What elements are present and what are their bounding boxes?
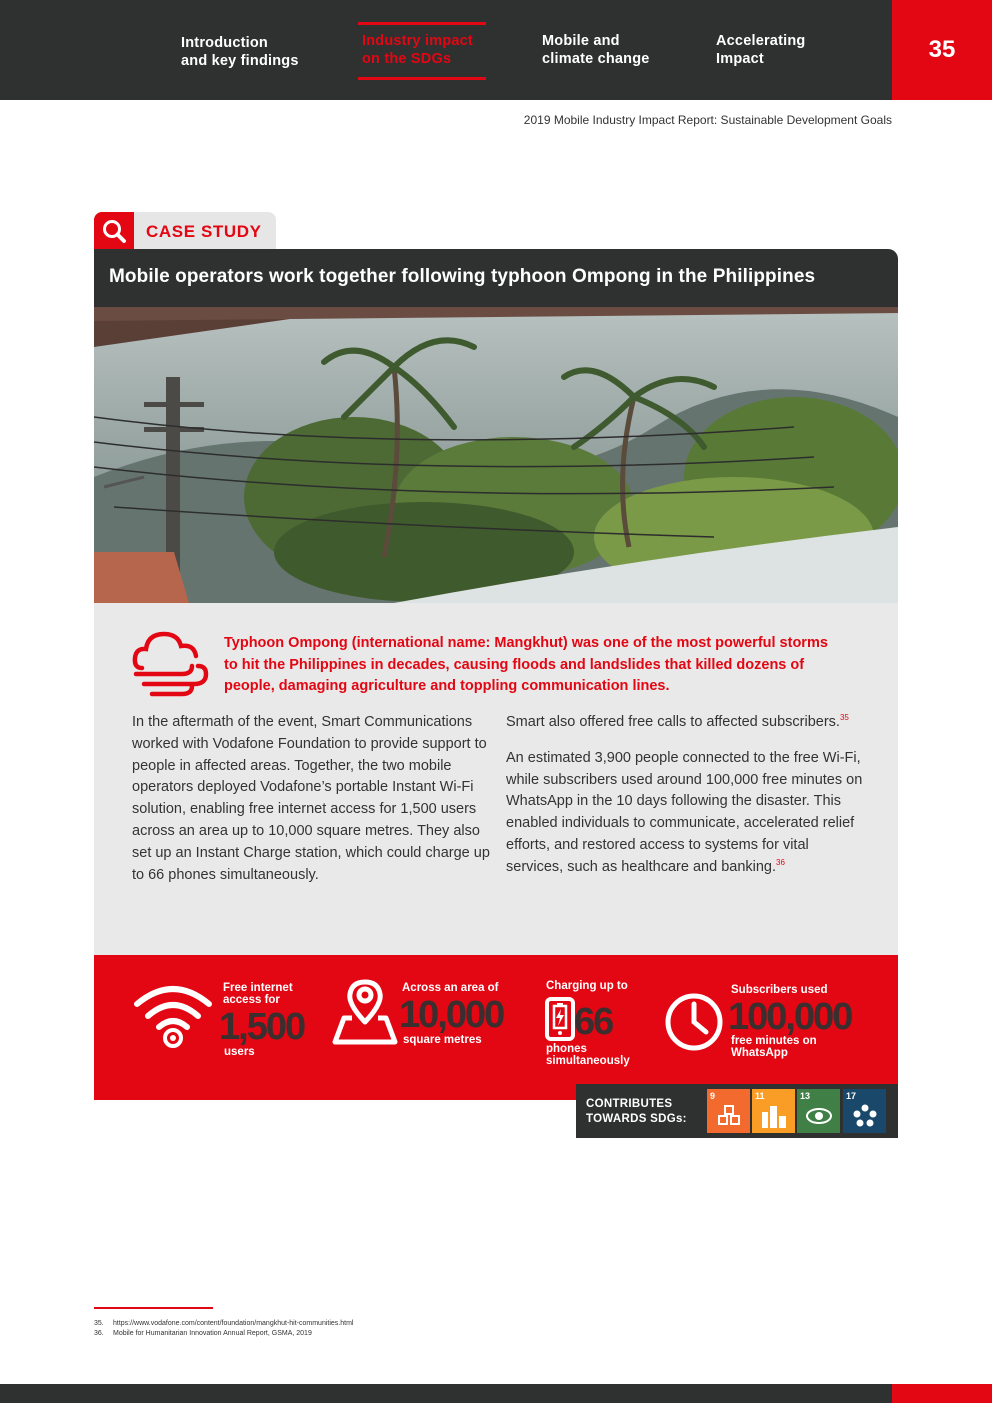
nav-item-mobile-climate[interactable] — [542, 32, 650, 68]
nav-item-label: Industry impact — [362, 33, 473, 49]
sdg-17-partnerships-icon[interactable]: 17 — [843, 1089, 886, 1133]
paragraph-text: Smart also offered free calls to affected subscribers. — [506, 714, 840, 730]
stat-post-label: square metres — [403, 1034, 482, 1046]
nav-item-label: on the SDGs — [362, 51, 452, 67]
sdg-contributes-label: CONTRIBUTES TOWARDS SDGs: — [586, 1098, 687, 1125]
stat-pre-label: Charging up to — [546, 980, 628, 992]
nav-item-introduction[interactable] — [181, 34, 299, 70]
stat-value: 66 — [574, 1001, 613, 1043]
body-column-right — [506, 712, 868, 893]
clock-icon — [664, 992, 724, 1057]
stat-pre-label: Subscribers used — [731, 984, 828, 996]
case-study-lead: Typhoon Ompong (international name: Mangkhut) was one of the most powerful storms to hit the Philippines in decades, causing floods and landslides that killed dozens of people, damaging agriculture and toppling communication lines. — [224, 635, 828, 694]
footnote-35[interactable]: 35. https://www.vodafone.com/content/foundation/mangkhut-hit-communities.html — [94, 1320, 354, 1327]
storm-wind-icon — [132, 628, 212, 700]
magnifier-icon — [94, 212, 134, 250]
stat-value: 10,000 — [399, 994, 504, 1036]
body-paragraph — [506, 712, 868, 734]
footnote-rule — [94, 1307, 213, 1309]
bottom-bar — [0, 1384, 892, 1403]
sdg-13-climate-action-icon[interactable]: 13 — [797, 1089, 840, 1133]
body-column-left — [132, 712, 492, 900]
footnote-36: 36. Mobile for Humanitarian Innovation Annual Report, GSMA, 2019 — [94, 1330, 312, 1337]
wifi-icon — [132, 982, 214, 1053]
body-paragraph — [506, 748, 868, 879]
stat-pre-label: Free internet access for — [223, 982, 293, 1006]
nav-item-accelerating-impact[interactable] — [716, 32, 805, 68]
paragraph-text: An estimated 3,900 people connected to the free Wi-Fi, while subscribers used around 100,000 free minutes on WhatsApp in the 10 days following the disaster. This enabled individuals to communicate, accelerated relief efforts, and restored access to systems for vital services, such as healthcare and banking. — [506, 749, 863, 875]
stat-pre-label: Across an area of — [402, 982, 499, 994]
map-pin-icon — [332, 978, 398, 1051]
stat-value: 1,500 — [219, 1006, 305, 1048]
typhoon-palm-trees-photo — [94, 307, 898, 603]
nav-item-label: Accelerating — [716, 33, 806, 49]
footnote-ref[interactable]: 35 — [839, 713, 849, 723]
nav-active-top-rule — [358, 22, 486, 25]
nav-item-industry-impact[interactable] — [362, 32, 473, 68]
nav-item-label: Mobile and — [542, 33, 620, 49]
sdg-11-sustainable-cities-icon[interactable]: 11 — [752, 1089, 795, 1133]
sdg-9-industry-innovation-icon[interactable]: 9 — [707, 1089, 750, 1133]
stat-post-label: free minutes on WhatsApp — [731, 1035, 817, 1059]
nav-item-label: and key findings — [181, 53, 299, 69]
nav-item-label: climate change — [542, 51, 650, 67]
phone-charging-icon — [544, 996, 576, 1047]
case-study-title: Mobile operators work together following typhoon Ompong in the Philippines — [109, 266, 816, 287]
stat-value: 100,000 — [728, 996, 852, 1038]
footnote-ref[interactable]: 36 — [776, 857, 785, 867]
footnote-link[interactable]: https://www.vodafone.com/content/foundation/mangkhut-hit-communities.html — [113, 1320, 354, 1327]
nav-item-label: Introduction — [181, 35, 268, 51]
body-paragraph: In the aftermath of the event, Smart Communications worked with Vodafone Foundation to provide support to people in affected areas. Together, the two mobile operators deployed Vodafone’s portable Instant Wi-Fi solution, enabling free internet access for 1,500 users across an area up to 10,000 square metres. They also set up an Instant Charge station, which could charge up to 66 phones simultaneously. — [132, 714, 490, 883]
page-number: 35 — [892, 0, 992, 100]
nav-active-bottom-rule — [358, 77, 486, 80]
running-head: 2019 Mobile Industry Impact Report: Sustainable Development Goals — [523, 113, 892, 127]
nav-item-label: Impact — [716, 51, 764, 67]
case-study-label: CASE STUDY — [146, 222, 262, 241]
stat-post-label: phones simultaneously — [546, 1043, 630, 1067]
bottom-bar-accent — [892, 1384, 992, 1403]
stat-post-label: users — [224, 1046, 255, 1058]
top-navigation-bar — [0, 0, 992, 100]
